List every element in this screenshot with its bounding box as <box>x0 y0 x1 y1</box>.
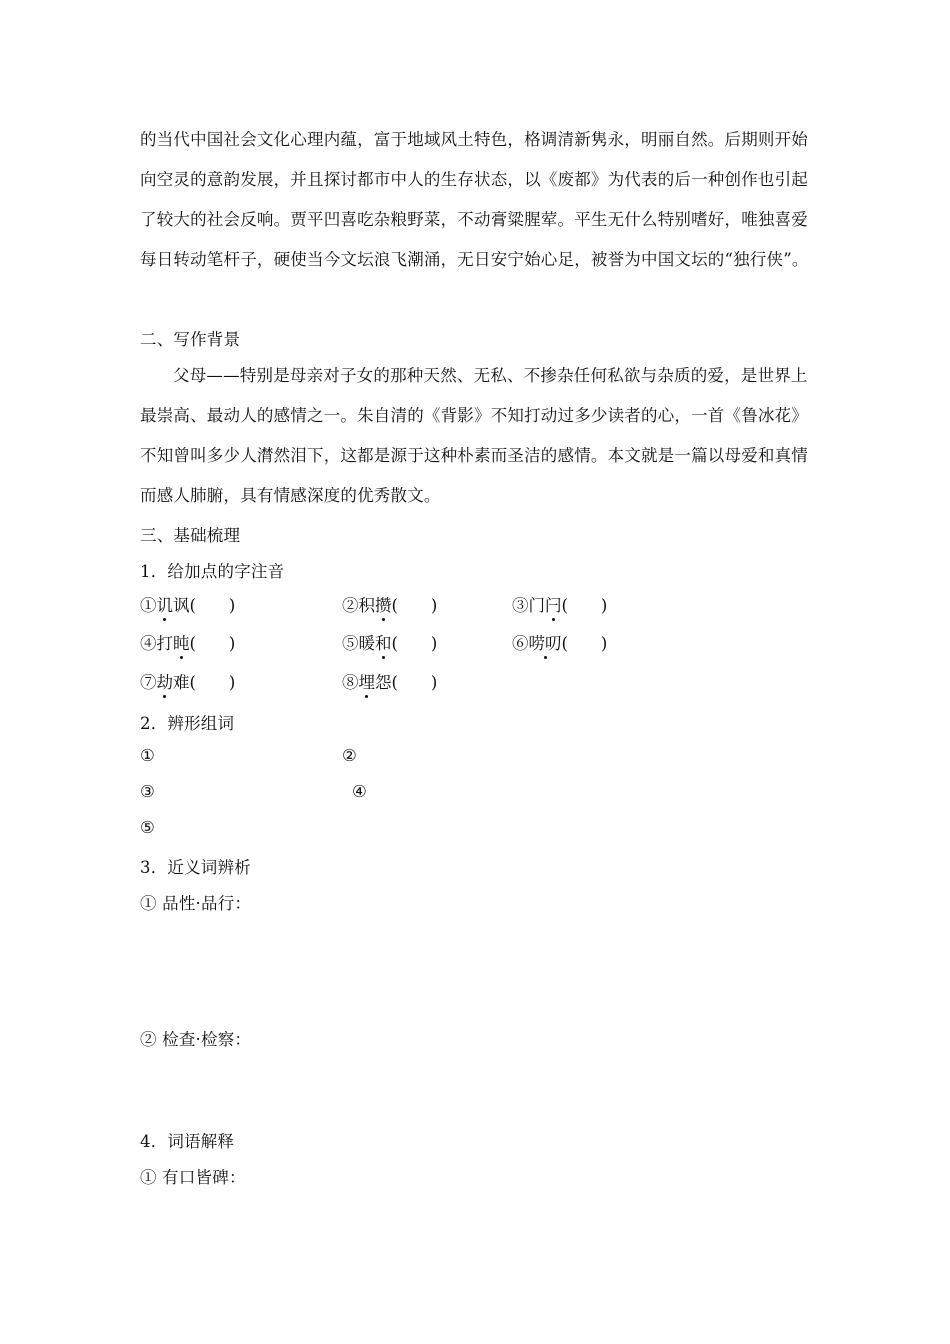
dotted-char: 攒 <box>375 596 392 615</box>
question-heading-pronunciation: 1．给加点的字注音 <box>140 562 285 581</box>
intro-line: 每日转动笔杆子，硬使当今文坛浪飞潮涌，无日安宁始心足，被誉为中国文坛的“独行侠”。 <box>140 250 809 269</box>
pinyin-item: ⑦劫难( ) <box>140 673 236 692</box>
pinyin-item: ①讥讽( ) <box>140 596 236 615</box>
synonym-item: ① 品性·品行： <box>140 894 252 913</box>
section-heading-background: 二、写作背景 <box>140 330 241 349</box>
dotted-char: 盹 <box>173 634 190 653</box>
background-line: 父母——特别是母亲对子女的那种天然、无私、不掺杂任何私欲与杂质的爱，是世界上 <box>173 366 808 385</box>
section-heading-basics: 三、基础梳理 <box>140 526 241 545</box>
word-forming-mark: ⑤ <box>140 818 155 837</box>
dotted-char: 和 <box>375 634 392 653</box>
pinyin-item: ⑤暖和( ) <box>342 634 438 653</box>
background-line: 不知曾叫多少人潸然泪下，这都是源于这种朴素而圣洁的感情。本文就是一篇以母爱和真情 <box>140 446 808 465</box>
word-forming-mark: ① <box>140 746 155 765</box>
pinyin-item: ④打盹( ) <box>140 634 236 653</box>
pinyin-item: ②积攒( ) <box>342 596 438 615</box>
intro-line: 向空灵的意韵发展，并且探讨都市中人的生存状态，以《废都》为代表的后一种创作也引起 <box>140 170 808 189</box>
pinyin-item: ⑥唠叨( ) <box>512 634 608 653</box>
word-forming-mark: ③ <box>140 782 155 801</box>
synonym-item: ② 检查·检察： <box>140 1030 252 1049</box>
word-forming-mark: ④ <box>352 782 367 801</box>
definition-item: ① 有口皆碑： <box>140 1168 246 1187</box>
dotted-char: 埋 <box>358 673 375 692</box>
background-line: 而感人肺腑，具有情感深度的优秀散文。 <box>140 486 441 505</box>
pinyin-item: ⑧埋怨( ) <box>342 673 438 692</box>
question-heading-word-forming: 2．辨形组词 <box>140 714 235 733</box>
question-heading-definitions: 4．词语解释 <box>140 1132 235 1151</box>
dotted-char: 劫 <box>156 673 173 692</box>
dotted-char: 唠叨 <box>528 634 562 653</box>
word-forming-mark: ② <box>342 746 357 765</box>
question-heading-synonyms: 3．近义词辨析 <box>140 858 251 877</box>
background-line: 最崇高、最动人的感情之一。朱自清的《背影》不知打动过多少读者的心，一首《鲁冰花》 <box>140 406 808 425</box>
pinyin-item: ③门闩( ) <box>512 596 608 615</box>
dotted-char: 讥 <box>156 596 173 615</box>
intro-line: 了较大的社会反响。贾平凹喜吃杂粮野菜，不动膏粱腥荤。平生无什么特别嗜好，唯独喜爱 <box>140 210 808 229</box>
dotted-char: 闩 <box>545 596 562 615</box>
intro-line: 的当代中国社会文化心理内蕴，富于地域风土特色，格调清新隽永，明丽自然。后期则开始 <box>140 130 808 149</box>
